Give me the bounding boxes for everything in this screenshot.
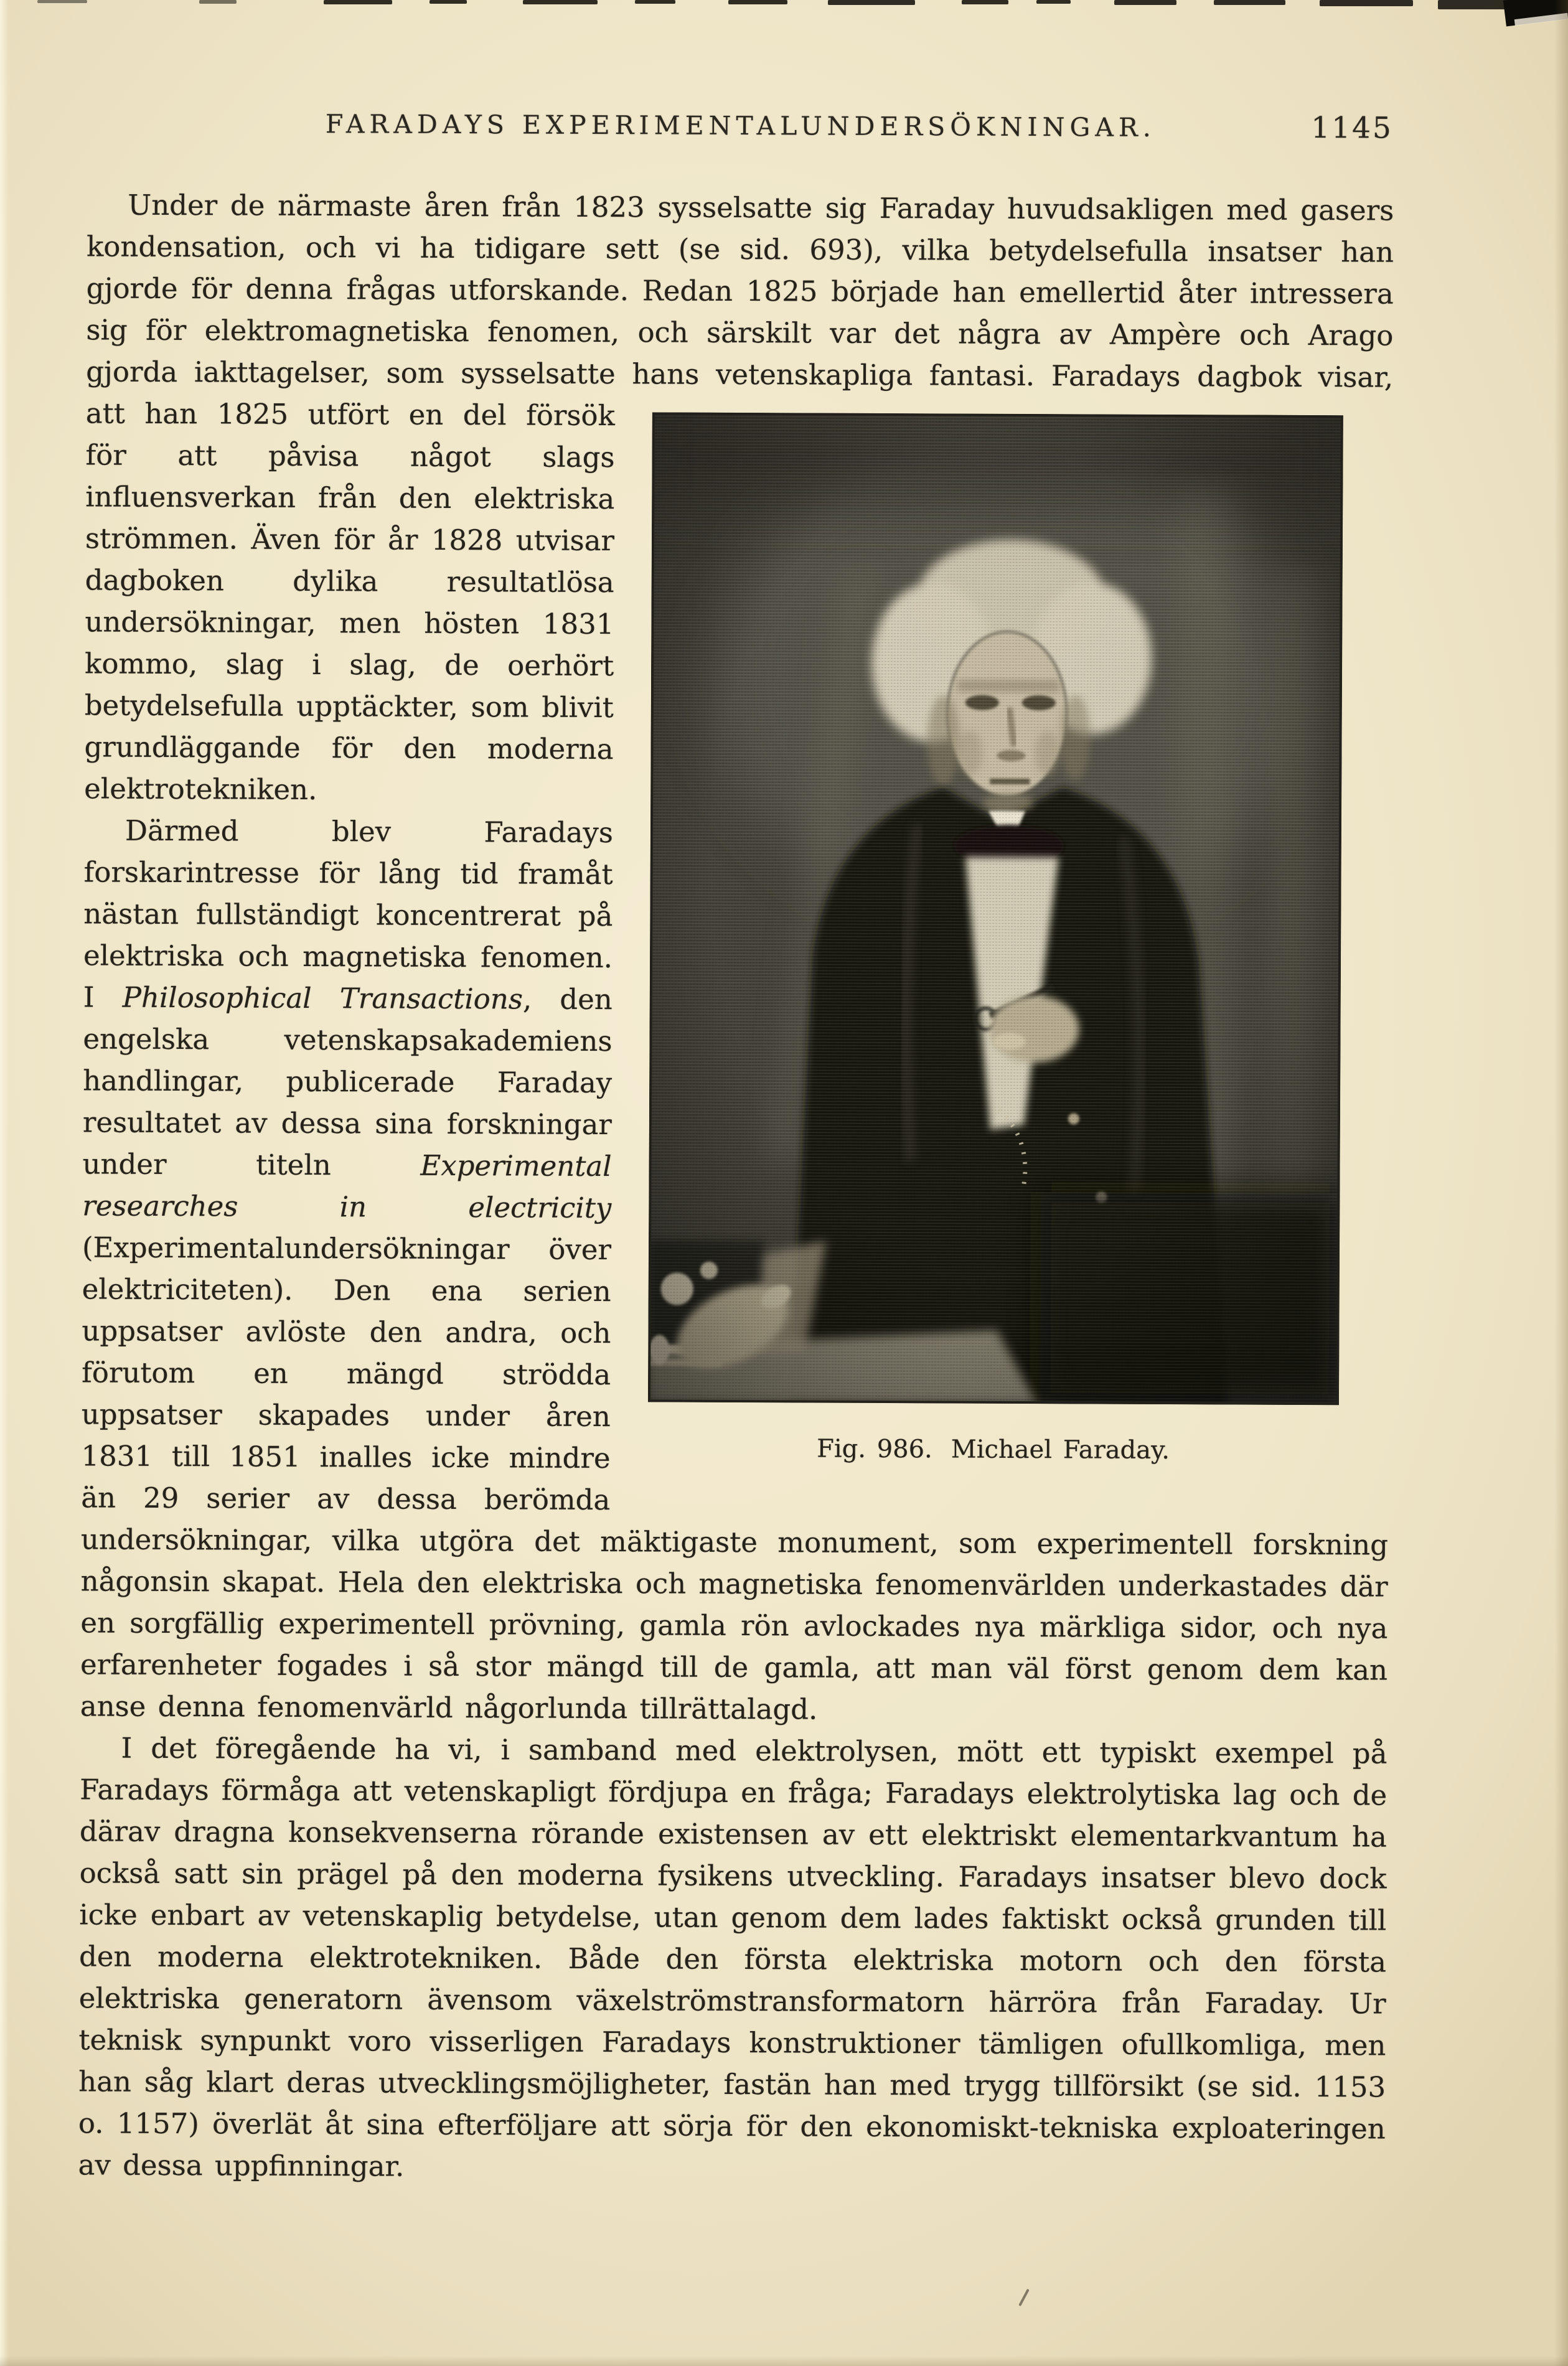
scan-edge-bottom: [0, 2356, 1568, 2366]
page-content: [78, 108, 1394, 2191]
figure-michael-faraday: [648, 412, 1343, 1466]
figure-caption-title: Michael Faraday.: [951, 1435, 1170, 1465]
stray-ink-mark: [1018, 2289, 1030, 2306]
body-text: [78, 184, 1394, 2191]
scan-edge-left: [0, 0, 9, 2366]
scan-edge-right: [1554, 0, 1568, 2366]
paragraph-2-text: (Experimentalundersökningar över elektriciteten). Den ena serien uppsatser avlöste den andra, och förutom en mängd strödda uppsatser skapades under åren 1831 till 1851 inalles icke mindre än 29 serier av dessa berömda undersökningar, vilka utgöra det mäktigaste monument, som experimentell forskning någonsin skapat. Hela den elektriska och magnetiska fenomenvärlden underkastades där en sorgfällig experimentell prövning, gamla rön avlockades nya märkliga sidor, och nya erfarenheter fogades i så stor mängd till de gamla, att man väl först genom dem kan anse denna fenomenvärld någorlunda tillrättalagd.: [80, 1231, 1389, 1726]
running-header-title: FARADAYS EXPERIMENTALUNDERSÖKNINGAR.: [325, 109, 1156, 143]
paragraph-1-before-photo: Under de närmaste åren från 1823 sysselsatte sig Faraday huvudsakligen med gasers kondensation, och vi ha tidigare sett (se sid. 693), vilka betydelsefulla insatser han gjorde för denna frågas utforskande. Redan 1825 började han emellertid åter intressera sig för elektromagnetiska fenomen, och särskilt var det några av Ampère och Arago gjorda iakttagelser, som sysselsatte hans vetenskapliga fantasi. Faradays dagbok visar,: [86, 188, 1394, 394]
paragraph-1-after-photo: att han 1825 utfört en del försök för att påvisa något slags influensverkan från den elektriska strömmen. Även för år 1828 utvisar dagboken dylika resultatlösa undersökningar, men hösten 1831 kommo, slag i slag, de oerhört betydelsefulla upptäckter, som blivit grundläggande för den moderna elektrotekniken.: [84, 397, 615, 807]
title-philosophical-transactions: Philosophical Transactions: [122, 980, 523, 1016]
paragraph-3: I det föregående ha vi, i samband med elektrolysen, mött ett typiskt exempel på Faradays förmåga att vetenskapligt fördjupa en fråga; Faradays elektrolytiska lag och de därav dragna konsekvenserna rörande existensen av ett elektriskt elementarkvantum ha också satt sin prägel på den moderna fysikens utveckling. Faradays insatser blevo dock icke enbart av vetenskaplig betydelse, utan genom dem lades faktiskt också grunden till den moderna elektrotekniken. Både den första elektriska motorn och den första elektriska generatorn ävensom växelströmstransformatorn härröra från Faraday. Ur teknisk synpunkt voro visserligen Faradays konstruktioner tämligen ofullkomliga, men han såg klart deras utvecklingsmöjligheter, fastän han med trygg tillförsikt (se sid. 1153 o. 1157) överlät åt sina efterföljare att sörja för den ekonomiskt-tekniska exploateringen av dessa uppfinningar.: [78, 1731, 1387, 2183]
figure-caption: [648, 1433, 1339, 1466]
figure-caption-label: Fig. 986.: [817, 1434, 932, 1464]
paragraph-2-text: , den engelska vetenskapsakademiens handlingar, publicerade Faraday resultatet av dessa sina forskningar under titeln: [82, 982, 613, 1182]
paragraph-2-text: Därmed blev Faradays forskarintresse för lång tid framåt nästan fullständigt koncentrerat på elektriska och magnetiska fenomen. I: [83, 814, 614, 1014]
running-header: [87, 108, 1394, 158]
faraday-portrait-photo: [648, 412, 1343, 1405]
page-number: 1145: [1311, 110, 1394, 146]
title-experimental-researches: Experimental researches in electricity: [82, 1148, 612, 1225]
